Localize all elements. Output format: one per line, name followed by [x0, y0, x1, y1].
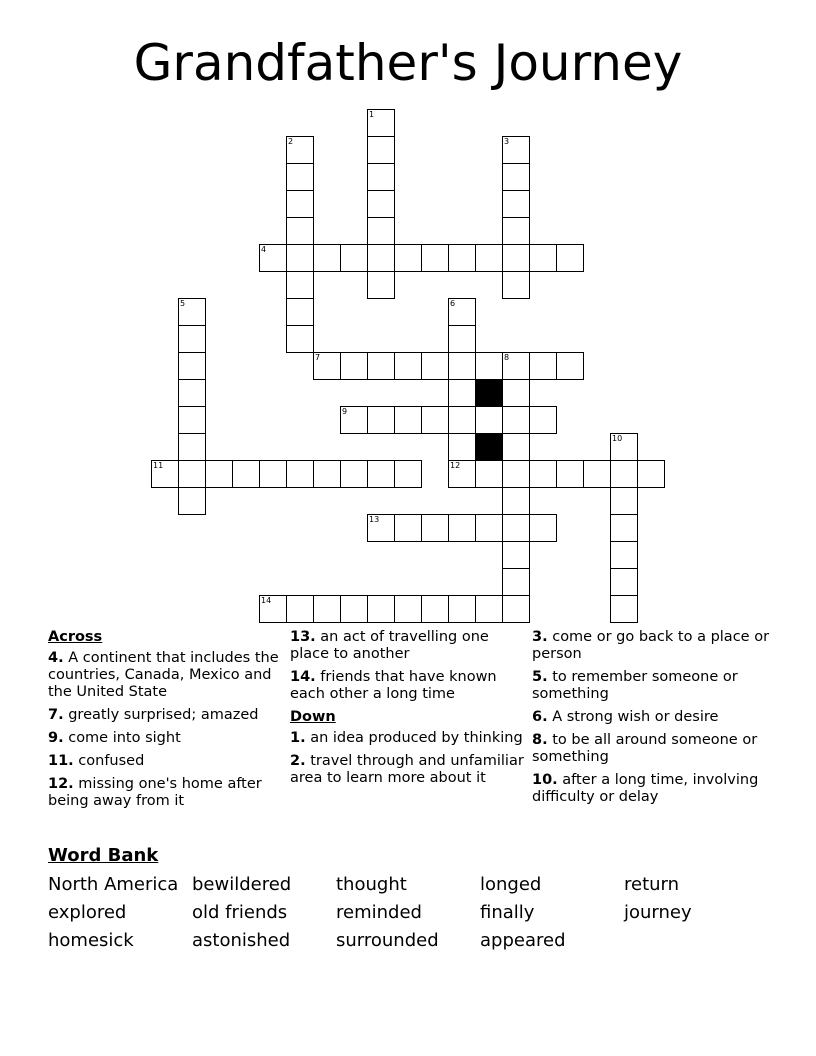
grid-cell[interactable]: [448, 352, 476, 380]
grid-cell[interactable]: [529, 514, 557, 542]
word-bank-item: homesick: [48, 930, 134, 951]
clue-number: 5: [180, 299, 186, 308]
grid-cell[interactable]: [367, 190, 395, 218]
grid-cell[interactable]: [178, 487, 206, 515]
grid-cell[interactable]: [340, 595, 368, 623]
grid-cell[interactable]: [286, 460, 314, 488]
grid-cell[interactable]: [502, 541, 530, 569]
word-bank-title: Word Bank: [48, 845, 159, 866]
clue-number: 8: [504, 353, 510, 362]
down-clue-8: 8. to be all around someone or something: [532, 732, 758, 765]
grid-cell[interactable]: [556, 352, 584, 380]
grid-cell[interactable]: [502, 379, 530, 407]
clue-number: 7: [315, 353, 321, 362]
grid-cell[interactable]: [367, 406, 395, 434]
grid-cell[interactable]: [448, 379, 476, 407]
clue-column-3: [532, 629, 770, 812]
grid-cell[interactable]: [367, 271, 395, 299]
grid-cell[interactable]: [529, 460, 557, 488]
grid-cell[interactable]: [448, 460, 476, 488]
grid-cell[interactable]: [178, 379, 206, 407]
grid-cell[interactable]: [502, 136, 530, 164]
down-clue-6: 6. A strong wish or desire: [532, 709, 719, 725]
across-clue-4: 4. A continent that includes the countries, Canada, Mexico and the United State: [48, 650, 279, 700]
grid-cell[interactable]: [394, 460, 422, 488]
word-bank-item: thought: [336, 874, 407, 895]
grid-cell[interactable]: [286, 271, 314, 299]
grid-cell[interactable]: [340, 406, 368, 434]
puzzle-title: Grandfather's Journey: [133, 34, 683, 92]
grid-cell[interactable]: [367, 109, 395, 137]
clue-number: 6: [450, 299, 456, 308]
grid-cell[interactable]: [367, 136, 395, 164]
grid-cell[interactable]: [502, 271, 530, 299]
grid-cell[interactable]: [178, 406, 206, 434]
grid-cell[interactable]: [313, 595, 341, 623]
grid-cell[interactable]: [556, 460, 584, 488]
clue-number: 11: [153, 461, 164, 470]
grid-cell[interactable]: [232, 460, 260, 488]
grid-cell[interactable]: [475, 514, 503, 542]
grid-cell[interactable]: [502, 163, 530, 191]
grid-cell[interactable]: [340, 352, 368, 380]
shaded-cell: [475, 379, 503, 407]
grid-cell[interactable]: [259, 244, 287, 272]
clue-number: 14: [261, 596, 272, 605]
grid-cell[interactable]: [178, 352, 206, 380]
grid-cell[interactable]: [502, 406, 530, 434]
grid-cell[interactable]: [286, 298, 314, 326]
word-bank-item: bewildered: [192, 874, 292, 895]
grid-cell[interactable]: [151, 460, 179, 488]
grid-cell[interactable]: [367, 514, 395, 542]
grid-cell[interactable]: [367, 352, 395, 380]
grid-cell[interactable]: [394, 352, 422, 380]
grid-cell[interactable]: [502, 595, 530, 623]
grid-cell[interactable]: [502, 217, 530, 245]
grid-cell[interactable]: [421, 406, 449, 434]
grid-cell[interactable]: [340, 460, 368, 488]
grid-cell[interactable]: [178, 460, 206, 488]
grid-cell[interactable]: [637, 460, 665, 488]
shaded-cell: [475, 433, 503, 461]
clue-number: 9: [342, 407, 348, 416]
grid-cell[interactable]: [610, 514, 638, 542]
grid-cell[interactable]: [205, 460, 233, 488]
grid-cell[interactable]: [502, 487, 530, 515]
clue-number: 12: [450, 461, 461, 470]
grid-cell[interactable]: [556, 244, 584, 272]
grid-cell[interactable]: [286, 136, 314, 164]
across-clue-14: 14. friends that have known each other a long time: [290, 669, 497, 702]
grid-cell[interactable]: [502, 190, 530, 218]
down-clue-2: 2. travel through and unfamiliar area to learn more about it: [290, 753, 524, 786]
down-heading: Down: [290, 709, 336, 725]
word-bank-item: astonished: [192, 930, 291, 951]
word-bank-item: longed: [480, 874, 542, 895]
word-bank-item: appeared: [480, 930, 566, 951]
down-clue-5: 5. to remember someone or something: [532, 669, 738, 702]
grid-cell[interactable]: [394, 595, 422, 623]
grid-cell[interactable]: [286, 163, 314, 191]
grid-cell[interactable]: [259, 595, 287, 623]
grid-cell[interactable]: [583, 460, 611, 488]
grid-cell[interactable]: [529, 352, 557, 380]
word-bank-item: surrounded: [336, 930, 439, 951]
grid-cell[interactable]: [178, 298, 206, 326]
grid-cell[interactable]: [421, 352, 449, 380]
grid-cell[interactable]: [367, 460, 395, 488]
grid-cell[interactable]: [448, 433, 476, 461]
word-bank-item: reminded: [336, 902, 422, 923]
grid-cell[interactable]: [448, 514, 476, 542]
word-bank-item: old friends: [192, 902, 288, 923]
grid-cell[interactable]: [502, 460, 530, 488]
grid-cell[interactable]: [313, 460, 341, 488]
grid-cell[interactable]: [448, 325, 476, 353]
word-bank-item: North America: [48, 874, 179, 895]
across-clue-11: 11. confused: [48, 753, 145, 769]
grid-cell[interactable]: [367, 163, 395, 191]
grid-cell[interactable]: [475, 460, 503, 488]
grid-cell[interactable]: [286, 244, 314, 272]
grid-cell[interactable]: [421, 514, 449, 542]
grid-cell[interactable]: [178, 433, 206, 461]
across-clue-7: 7. greatly surprised; amazed: [48, 707, 259, 723]
grid-cell[interactable]: [286, 325, 314, 353]
grid-cell[interactable]: [448, 244, 476, 272]
clue-number: 4: [261, 245, 267, 254]
clue-number: 3: [504, 137, 510, 146]
down-clue-1: 1. an idea produced by thinking: [290, 730, 523, 746]
clue-number: 13: [369, 515, 380, 524]
grid-cell[interactable]: [610, 460, 638, 488]
grid-cell[interactable]: [502, 514, 530, 542]
grid-cell[interactable]: [610, 487, 638, 515]
grid-cell[interactable]: [475, 352, 503, 380]
across-clue-13: 13. an act of travelling one place to another: [290, 629, 489, 662]
grid-cell[interactable]: [286, 595, 314, 623]
grid-cell[interactable]: [448, 595, 476, 623]
grid-cell[interactable]: [610, 541, 638, 569]
grid-cell[interactable]: [502, 244, 530, 272]
grid-cell[interactable]: [502, 352, 530, 380]
grid-cell[interactable]: [340, 244, 368, 272]
down-clue-10: 10. after a long time, involving difficulty or delay: [532, 772, 759, 805]
grid-cell[interactable]: [394, 406, 422, 434]
clue-number: 2: [288, 137, 294, 146]
across-heading: Across: [48, 629, 103, 645]
grid-cell[interactable]: [610, 568, 638, 596]
grid-cell[interactable]: [286, 190, 314, 218]
grid-cell[interactable]: [529, 244, 557, 272]
grid-cell[interactable]: [475, 244, 503, 272]
grid-cell[interactable]: [421, 595, 449, 623]
grid-cell[interactable]: [502, 433, 530, 461]
grid-cell[interactable]: [475, 595, 503, 623]
grid-cell[interactable]: [529, 406, 557, 434]
grid-cell[interactable]: [421, 244, 449, 272]
grid-cell[interactable]: [610, 433, 638, 461]
grid-cell[interactable]: [286, 217, 314, 245]
grid-cell[interactable]: [394, 514, 422, 542]
clue-column-2: [290, 629, 528, 793]
grid-cell[interactable]: [448, 406, 476, 434]
grid-cell[interactable]: [475, 406, 503, 434]
grid-cell[interactable]: [502, 568, 530, 596]
across-clue-12: 12. missing one's home after being away from it: [48, 776, 262, 809]
grid-cell[interactable]: [259, 460, 287, 488]
grid-cell[interactable]: [313, 352, 341, 380]
clue-number: 10: [612, 434, 623, 443]
grid-cell[interactable]: [394, 244, 422, 272]
word-bank-item: journey: [624, 902, 692, 923]
grid-cell[interactable]: [610, 595, 638, 623]
down-clue-3: 3. come or go back to a place or person: [532, 629, 770, 662]
word-bank-item: return: [624, 874, 680, 895]
grid-cell[interactable]: [367, 244, 395, 272]
grid-cell[interactable]: [367, 217, 395, 245]
grid-cell[interactable]: [448, 298, 476, 326]
across-clue-9: 9. come into sight: [48, 730, 181, 746]
clue-number: 1: [369, 110, 375, 119]
clue-column-1: [48, 629, 286, 816]
word-bank-item: explored: [48, 902, 127, 923]
grid-cell[interactable]: [367, 595, 395, 623]
grid-cell[interactable]: [313, 244, 341, 272]
word-bank-item: finally: [480, 902, 535, 923]
grid-cell[interactable]: [178, 325, 206, 353]
